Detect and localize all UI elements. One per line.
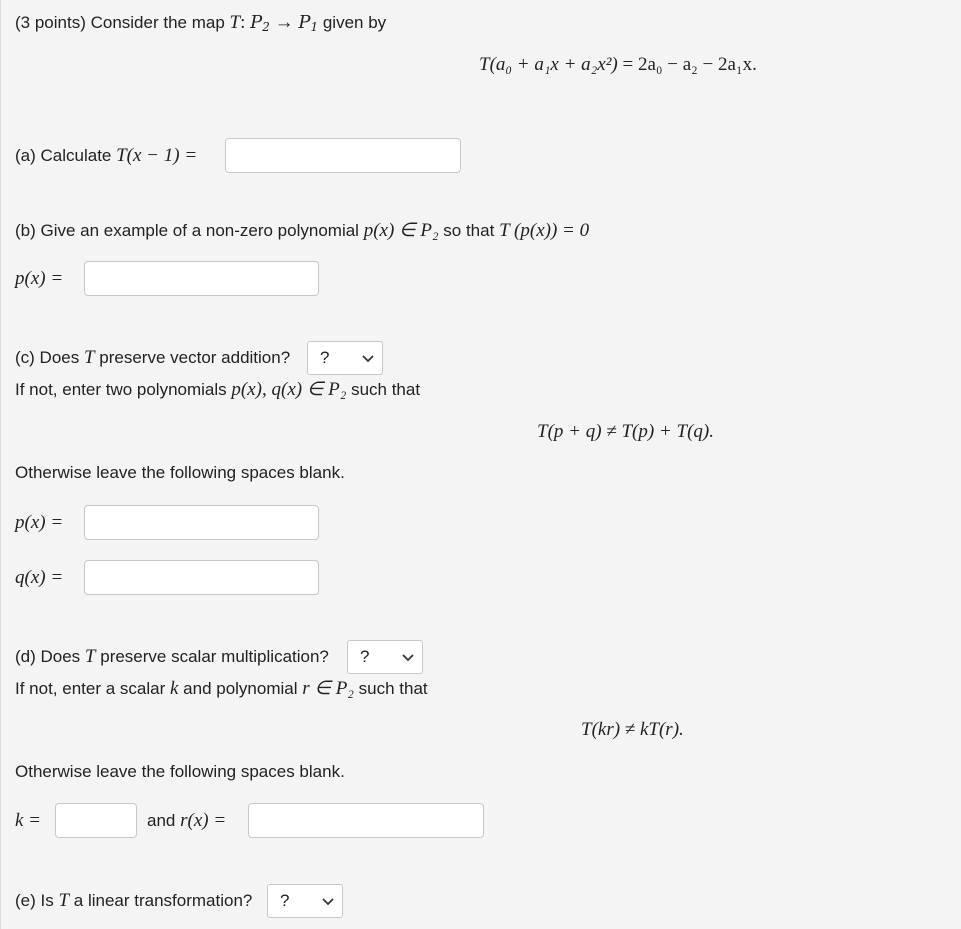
- part-d-r-label-group: [147, 810, 226, 832]
- part-e-select-value: ?: [280, 891, 290, 910]
- part-d-question: [15, 646, 329, 668]
- part-d-select-value: ?: [360, 647, 370, 666]
- part-b-answer-label: p(x) =: [15, 268, 64, 289]
- part-b-mid: so that: [443, 221, 495, 240]
- part-d-q-end: preserve scalar multiplication?: [100, 647, 329, 666]
- part-b-text: (b) Give an example of a non-zero polynomial: [15, 221, 359, 240]
- part-d-select[interactable]: [347, 640, 423, 674]
- map-arrow: →: [274, 12, 294, 33]
- part-d-otherwise: Otherwise leave the following spaces blank.: [15, 762, 345, 781]
- part-d-if-not-mid: and polynomial: [183, 679, 298, 698]
- map-T: T: [229, 12, 241, 33]
- part-c-select[interactable]: [307, 341, 383, 375]
- map-definition: [479, 54, 757, 76]
- part-d-if-not-text: If not, enter a scalar: [15, 679, 166, 698]
- part-c-question: [15, 347, 290, 369]
- part-d-if-not-end: such that: [358, 679, 428, 698]
- part-a-label: [15, 145, 197, 167]
- part-e-q-start: (e) Is: [15, 891, 54, 910]
- part-d-r-input[interactable]: [248, 803, 484, 838]
- definition-lhs: T(a₀ + a₁x + a₂x²): [479, 54, 618, 75]
- part-a-answer-input[interactable]: [225, 138, 461, 173]
- chevron-down-icon: [322, 898, 334, 906]
- part-d-k-label: k =: [15, 810, 42, 831]
- part-b-answer-input[interactable]: [84, 261, 319, 296]
- part-d-and: and: [147, 811, 176, 830]
- intro-line: (3 points) Consider the map T: $P_2 \to P_1$ given by: [15, 12, 387, 34]
- part-e-q-end: a linear transformation?: [73, 891, 253, 910]
- part-c-if-not-expr: p(x), q(x) ∈ P₂: [231, 379, 347, 400]
- part-b-expr2: T (p(x)) = 0: [499, 220, 590, 241]
- intro-text: (3 points) Consider the map: [15, 13, 225, 32]
- part-c-p-input[interactable]: [84, 505, 319, 540]
- part-a-expr: T(x − 1) =: [116, 145, 198, 166]
- part-c-otherwise: Otherwise leave the following spaces blank.: [15, 463, 345, 482]
- part-d-k-input[interactable]: [55, 803, 137, 838]
- map-domain: $P_2$: [250, 12, 270, 34]
- part-d-if-not-expr: r ∈ P₂: [302, 678, 354, 699]
- intro-given-by: given by: [322, 13, 387, 32]
- part-c-q-input[interactable]: [84, 560, 319, 595]
- part-c-display-equation: T(p + q) ≠ T(p) + T(q).: [537, 421, 714, 442]
- part-c-if-not: [15, 378, 420, 401]
- part-c-if-not-text: If not, enter two polynomials: [15, 380, 227, 399]
- part-d-q-start: (d) Does: [15, 647, 81, 666]
- part-d-r-label: r(x) =: [180, 810, 227, 831]
- definition-rhs: = 2a₀ − a₂ − 2a₁x.: [622, 54, 757, 75]
- part-a-text: (a) Calculate: [15, 146, 112, 165]
- part-e-question: [15, 890, 252, 912]
- part-c-q-end: preserve vector addition?: [99, 348, 291, 367]
- part-c-q-T: T: [83, 347, 95, 368]
- part-c-select-value: ?: [320, 348, 330, 367]
- part-d-if-not: [15, 677, 428, 700]
- part-c-if-not-end: such that: [351, 380, 421, 399]
- part-e-q-T: T: [58, 890, 70, 911]
- part-b-question: [15, 219, 589, 242]
- part-b-expr1: p(x) ∈ P₂: [363, 220, 439, 241]
- part-e-select[interactable]: [267, 884, 343, 918]
- map-codomain: $P_1$: [298, 12, 319, 34]
- part-d-if-not-k: k: [169, 678, 179, 699]
- part-d-q-T: T: [84, 646, 96, 667]
- part-c-p-label: p(x) =: [15, 512, 64, 533]
- part-c-q-label: q(x) =: [15, 567, 64, 588]
- chevron-down-icon: [362, 355, 374, 363]
- part-d-display-equation: T(kr) ≠ kT(r).: [581, 719, 684, 740]
- part-c-q-start: (c) Does: [15, 348, 80, 367]
- chevron-down-icon: [402, 654, 414, 662]
